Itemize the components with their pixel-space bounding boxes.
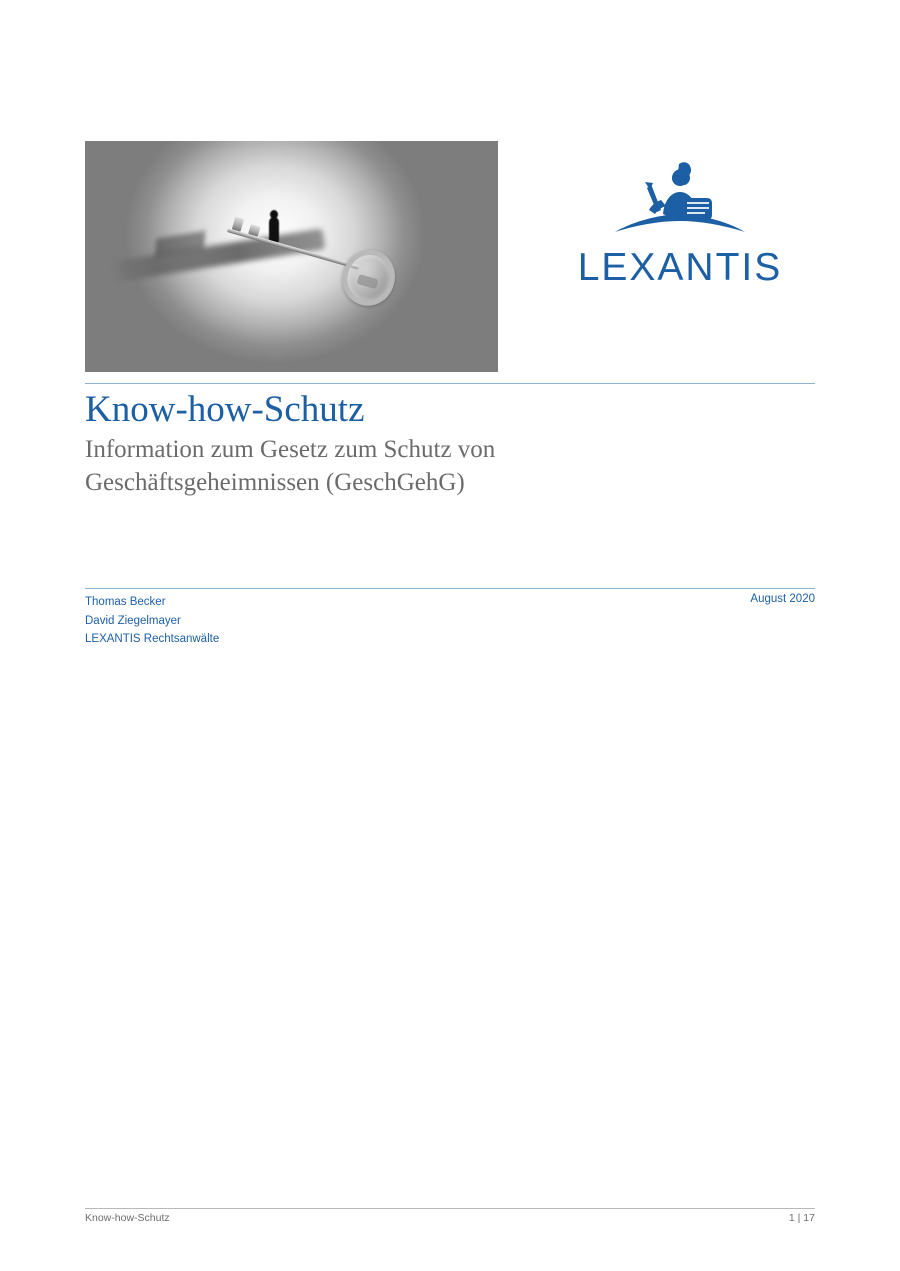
author-name: David Ziegelmayer: [85, 614, 181, 627]
logo-wordmark: LEXANTIS: [577, 246, 783, 289]
page-number: 1 | 17: [788, 1212, 815, 1224]
footer-title: Know-how-Schutz: [85, 1212, 170, 1224]
document-date: August 2020: [750, 593, 815, 605]
company-logo: [575, 158, 785, 290]
author-name: Thomas Becker: [85, 596, 166, 608]
author-firm: LEXANTIS Rechtsanwälte: [85, 633, 220, 646]
page-subtitle: Information zum Gesetz zum Schutz von Geschäftsgeheimnissen (GeschGehG): [85, 436, 496, 497]
knight-crest-icon: [575, 158, 785, 244]
title-divider: [85, 383, 815, 384]
author-list: [85, 593, 219, 649]
author-divider: [85, 588, 815, 589]
hero-image: [85, 141, 498, 372]
key-bit-one: [232, 217, 245, 232]
footer-divider: [85, 1208, 815, 1209]
page-title: Know-how-Schutz: [85, 389, 365, 430]
